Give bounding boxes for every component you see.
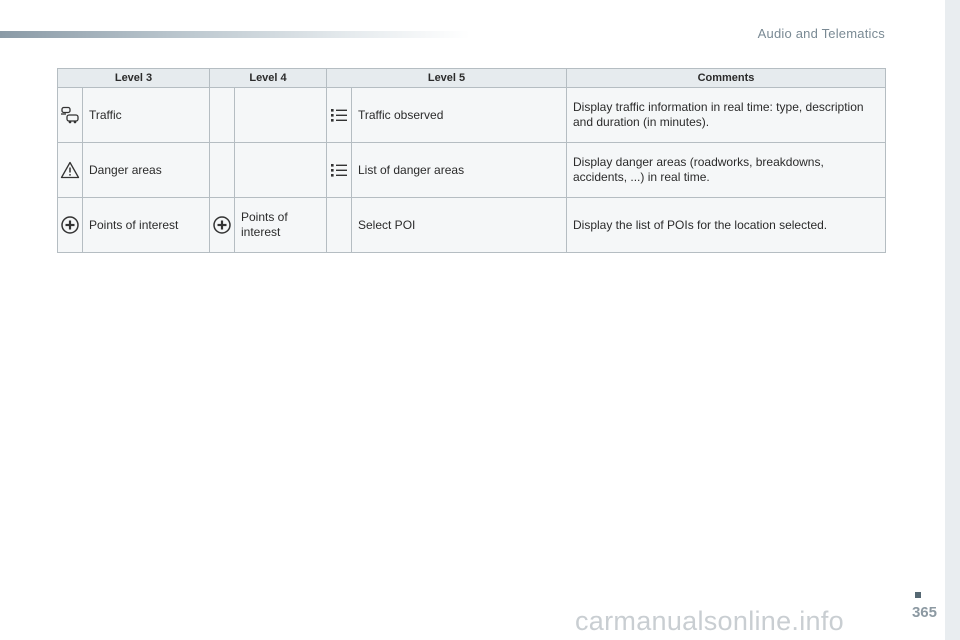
level-5-list-of-danger-areas: List of danger areas xyxy=(352,143,567,198)
column-header-level-3: Level 3 xyxy=(58,69,210,88)
page-marker xyxy=(915,592,921,598)
list-icon xyxy=(327,143,352,198)
column-header-level-4: Level 4 xyxy=(210,69,327,88)
level-4-empty xyxy=(235,88,327,143)
level-3-traffic: Traffic xyxy=(83,88,210,143)
warning-triangle-icon xyxy=(58,143,83,198)
level-4-empty xyxy=(235,143,327,198)
section-title: Audio and Telematics xyxy=(757,26,885,41)
level-5-select-poi: Select POI xyxy=(352,198,567,253)
traffic-icon xyxy=(58,88,83,143)
header-gradient-bar xyxy=(0,31,470,38)
table-row xyxy=(58,88,886,143)
level-3-danger-areas: Danger areas xyxy=(83,143,210,198)
table-row xyxy=(58,143,886,198)
menu-levels-table xyxy=(57,68,886,253)
plus-circle-icon xyxy=(58,198,83,253)
plus-circle-icon xyxy=(210,198,235,253)
comment-danger-areas: Display danger areas (roadworks, breakdowns, accidents, ...) in real time. xyxy=(567,143,886,198)
watermark: carmanualsonline.info xyxy=(575,606,844,636)
level-4-points-of-interest: Points of interest xyxy=(235,198,327,253)
empty-icon-cell xyxy=(210,143,235,198)
level-5-traffic-observed: Traffic observed xyxy=(352,88,567,143)
comment-points-of-interest: Display the list of POIs for the location selected. xyxy=(567,198,886,253)
column-header-comments: Comments xyxy=(567,69,886,88)
comment-traffic: Display traffic information in real time: type, description and duration (in minutes). xyxy=(567,88,886,143)
level-3-points-of-interest: Points of interest xyxy=(83,198,210,253)
page-number: 365 xyxy=(911,604,937,621)
table-header-row xyxy=(58,69,886,88)
column-header-level-5: Level 5 xyxy=(327,69,567,88)
empty-icon-cell xyxy=(327,198,352,253)
page-edge-band xyxy=(945,0,960,640)
table-row xyxy=(58,198,886,253)
empty-icon-cell xyxy=(210,88,235,143)
list-icon xyxy=(327,88,352,143)
